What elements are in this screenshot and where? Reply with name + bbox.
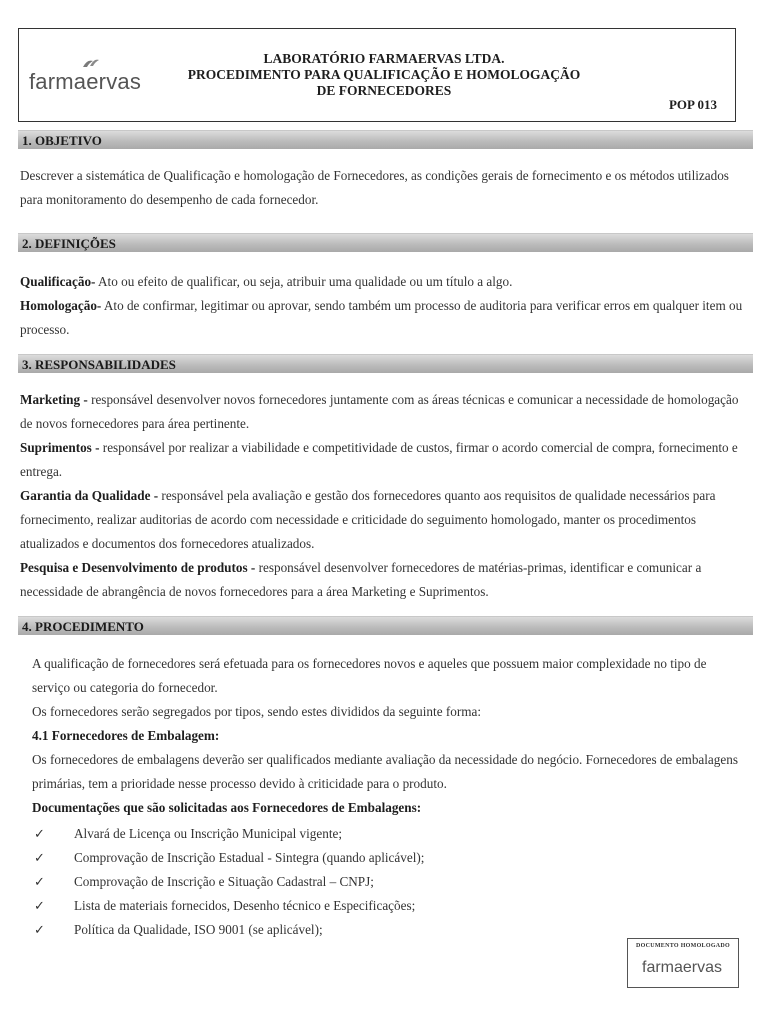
list-item bbox=[34, 846, 734, 870]
header-title-line2: PROCEDIMENTO PARA QUALIFICAÇÃO E HOMOLOGAÇÃO bbox=[187, 67, 581, 82]
list-item-text: Comprovação de Inscrição e Situação Cadastral – CNPJ; bbox=[74, 874, 374, 889]
procedimento-paragraph-3: Os fornecedores de embalagens deverão ser qualificados mediante avaliação da necessidade do negócio. Fornecedores de embalagens primárias, tem a prioridade nesse processo devido à criticidade para o produto. bbox=[32, 752, 738, 791]
section-bar-definicoes bbox=[18, 233, 753, 252]
header-title-line1: LABORATÓRIO FARMAERVAS LTDA. bbox=[263, 51, 505, 66]
list-item-text: Lista de materiais fornecidos, Desenho técnico e Especificações; bbox=[74, 898, 416, 913]
section-title-procedimento: 4. PROCEDIMENTO bbox=[22, 619, 144, 634]
stamp-logo: farmaervas bbox=[642, 959, 723, 976]
list-item bbox=[34, 870, 734, 894]
leaf-icon bbox=[81, 57, 101, 69]
procedimento-paragraph-1: A qualificação de fornecedores será efetuada para os fornecedores novos e aqueles que possuem maior complexidade no tipo de serviço ou categoria do fornecedor. bbox=[32, 656, 707, 695]
checkmark-icon: ✓ bbox=[34, 826, 45, 841]
responsibility-term: Garantia da Qualidade - bbox=[20, 488, 159, 503]
responsibility-item bbox=[20, 388, 745, 436]
checkmark-icon: ✓ bbox=[34, 850, 45, 865]
responsibility-term: Suprimentos - bbox=[20, 440, 100, 455]
logo-text: farmaervas bbox=[29, 69, 142, 94]
list-item-text: Comprovação de Inscrição Estadual - Sintegra (quando aplicável); bbox=[74, 850, 425, 865]
responsibility-text: responsável desenvolver fornecedores de matérias-primas, identificar e comunicar a necessidade de abrangência de novos fornecedores para a área Marketing e Suprimentos. bbox=[20, 560, 702, 599]
definicoes-list bbox=[20, 270, 745, 342]
checkmark-icon: ✓ bbox=[34, 922, 45, 937]
header-title bbox=[159, 51, 609, 99]
section-bar-responsabilidades bbox=[18, 354, 753, 373]
section-bar-objetivo bbox=[18, 130, 753, 149]
section-title-objetivo: 1. OBJETIVO bbox=[22, 133, 102, 148]
list-item-text: Alvará de Licença ou Inscrição Municipal vigente; bbox=[74, 826, 343, 841]
procedimento-body bbox=[32, 652, 744, 820]
definition-item bbox=[20, 294, 745, 342]
responsabilidades-list bbox=[20, 388, 745, 604]
definition-text: Ato de confirmar, legitimar ou aprovar, sendo também um processo de auditoria para verificar erros em qualquer item ou processo. bbox=[20, 298, 743, 337]
section-title-definicoes: 2. DEFINIÇÕES bbox=[22, 236, 116, 251]
company-logo bbox=[29, 69, 141, 95]
checkmark-icon: ✓ bbox=[34, 874, 45, 889]
document-code: POP 013 bbox=[668, 97, 717, 112]
responsibility-text: responsável pela avaliação e gestão dos fornecedores quanto aos requisitos de qualidade necessários para fornecimento, realizar auditorias de acordo com necessidade e criticidade do seguimento homologado, manter os procedimentos atualizados e documentos dos fornecedores atualizados. bbox=[20, 488, 716, 551]
responsibility-text: responsável por realizar a viabilidade e competitividade de custos, firmar o acordo comercial de compra, fornecimento e entrega. bbox=[20, 440, 738, 479]
responsibility-text: responsável desenvolver novos fornecedores juntamente com as áreas técnicas e comunicar a necessidade de homologação de novos fornecedores para área pertinente. bbox=[20, 392, 739, 431]
checkmark-icon: ✓ bbox=[34, 898, 45, 913]
definition-text: Ato ou efeito de qualificar, ou seja, atribuir uma qualidade ou um título a algo. bbox=[95, 274, 513, 289]
definition-item bbox=[20, 270, 745, 294]
list-item-text: Política da Qualidade, ISO 9001 (se aplicável); bbox=[74, 922, 323, 937]
definition-term: Homologação- bbox=[20, 298, 102, 313]
responsibility-term: Marketing - bbox=[20, 392, 88, 407]
homologation-stamp bbox=[627, 938, 739, 988]
docs-checklist bbox=[34, 822, 734, 942]
definition-term: Qualificação- bbox=[20, 274, 96, 289]
header-title-line3: DE FORNECEDORES bbox=[316, 83, 452, 98]
list-item bbox=[34, 894, 734, 918]
section-bar-procedimento bbox=[18, 616, 753, 635]
objetivo-text: Descrever a sistemática de Qualificação e homologação de Fornecedores, as condições gerais de fornecimento e os métodos utilizados para monitoramento do desempenho de cada fornecedor. bbox=[20, 168, 729, 207]
responsibility-term: Pesquisa e Desenvolvimento de produtos - bbox=[20, 560, 256, 575]
subsection-title: 4.1 Fornecedores de Embalagem: bbox=[32, 728, 220, 743]
stamp-title: DOCUMENTO HOMOLOGADO bbox=[635, 943, 731, 949]
procedimento-paragraph-2: Os fornecedores serão segregados por tipos, sendo estes divididos da seguinte forma: bbox=[32, 704, 481, 719]
section-title-responsabilidades: 3. RESPONSABILIDADES bbox=[22, 357, 176, 372]
document-header bbox=[18, 28, 736, 122]
responsibility-item bbox=[20, 436, 745, 484]
list-item bbox=[34, 822, 734, 846]
docs-list-title: Documentações que são solicitadas aos Fornecedores de Embalagens: bbox=[32, 800, 422, 815]
responsibility-item bbox=[20, 556, 745, 604]
responsibility-item bbox=[20, 484, 745, 556]
